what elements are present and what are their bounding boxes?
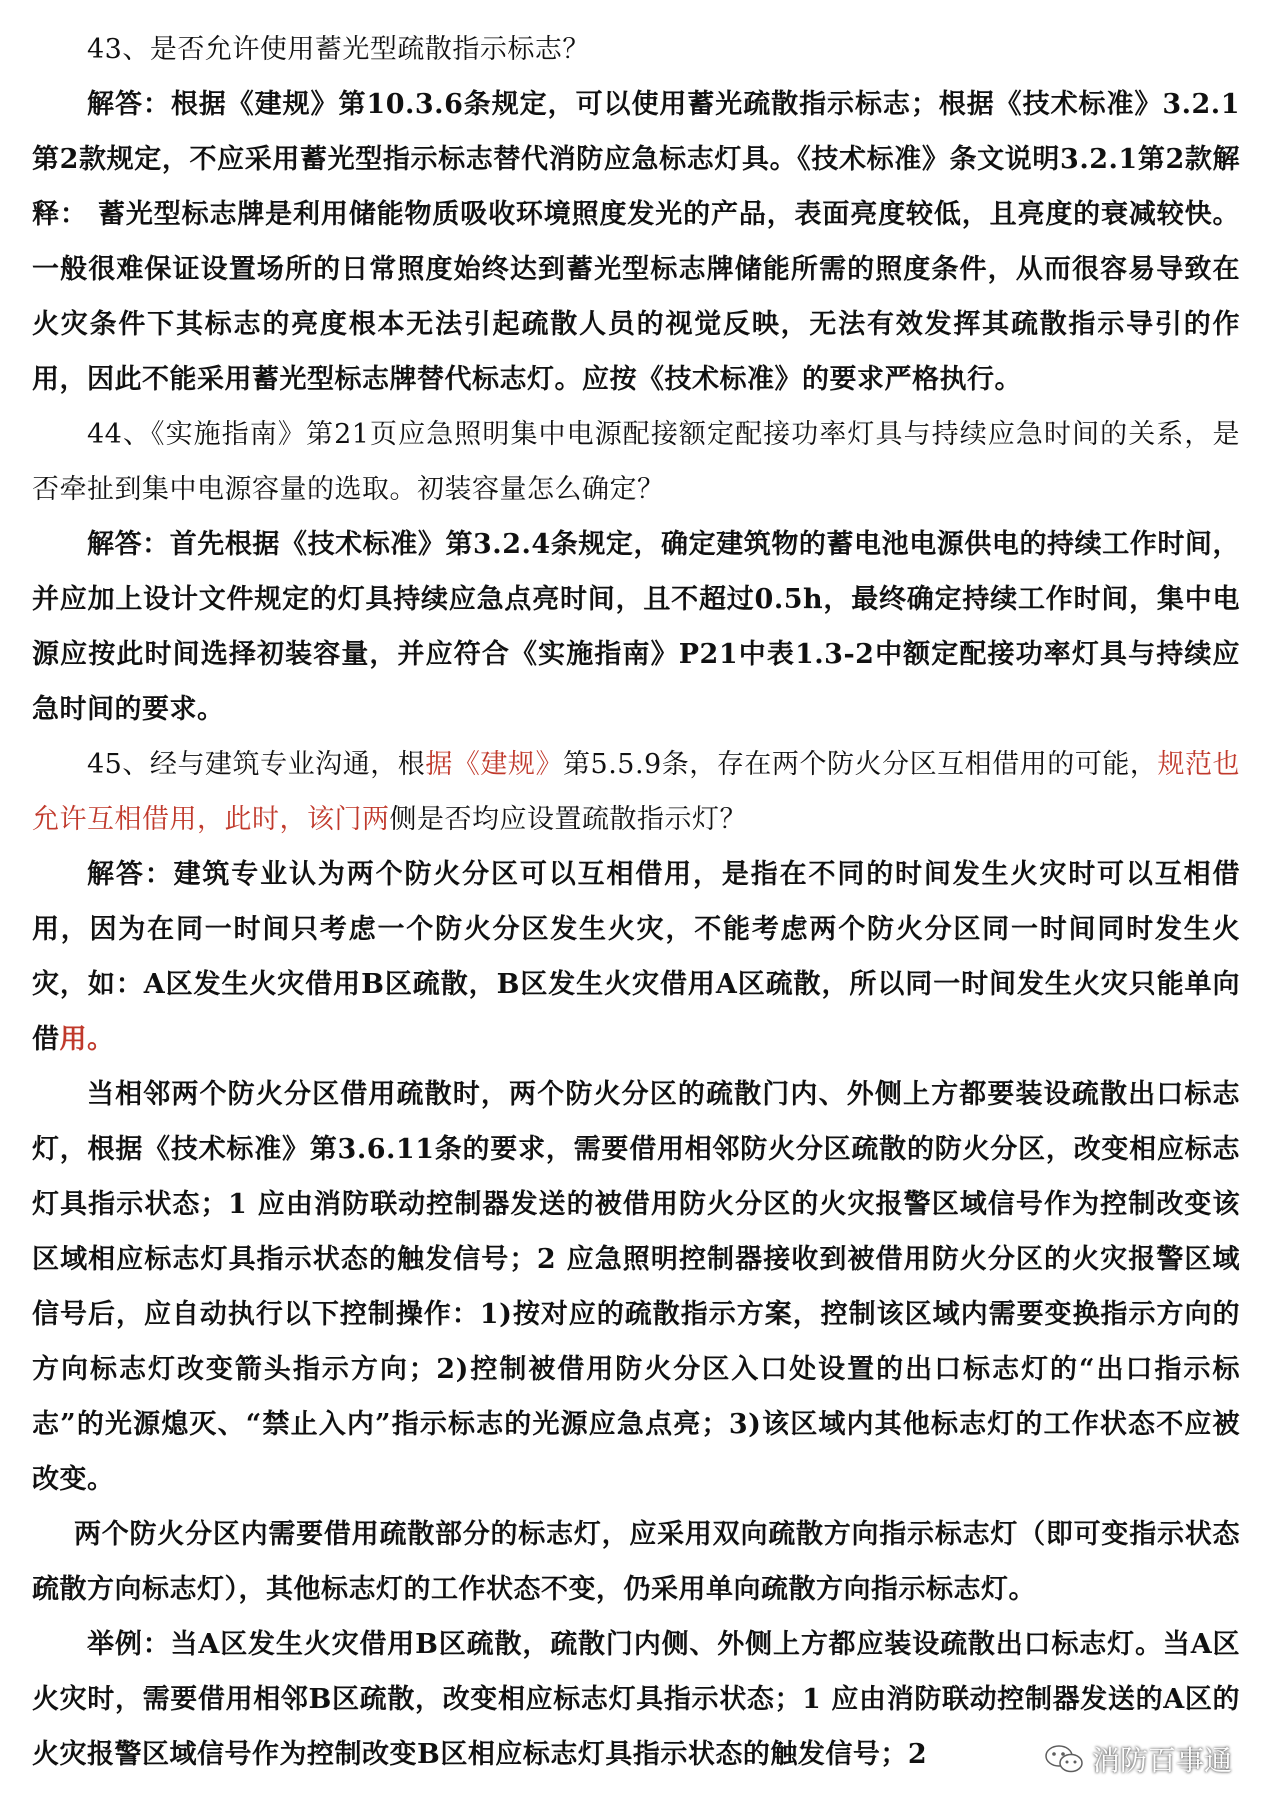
question-45-part1: 45、经与建筑专业沟通，根 (87, 749, 426, 780)
answer-43: 解答：根据《建规》第10.3.6条规定，可以使用蓄光疏散指示标志；根据《技术标准》3.2.1第2款规定，不应采用蓄光型指示标志替代消防应急标志灯具。《技术标准》条文说明3.2.1第2款解释： 蓄光型标志牌是利用储能物质吸收环境照度发光的产品，表面亮度较低，且亮度的衰减较快。一般很难保证设置场所的日常照度始终达到蓄光型标志牌储能所需的照度条件，从而很容易导致在火灾条件下其标志的亮度根本无法引起疏散人员的视觉反映，无法有效发挥其疏散指示导引的作用，因此不能采用蓄光型标志牌替代标志灯。应按《技术标准》的要求严格执行。 (32, 89, 1240, 395)
watermark-text: 消防百事通 (1091, 1744, 1232, 1777)
answer-45-part1: 解答：建筑专业认为两个防火分区可以互相借用，是指在不同的时间发生火灾时可以互相借用，因为在同一时间只考虑一个防火分区发生火灾，不能考虑两个防火分区同一时间同时发生火灾，如：A区发生火灾借用B区疏散，B区发生火灾借用A区疏散，所以同一时间发生火灾只能单向借 (32, 859, 1240, 1055)
question-43: 43、是否允许使用蓄光型疏散指示标志？ (87, 34, 590, 65)
question-45-part5: 侧是否均应设置疏散指示灯？ (389, 804, 747, 835)
question-45 (32, 737, 1240, 847)
question-44: 44、《实施指南》第21页应急照明集中电源配接额定配接功率灯具与持续应急时间的关系，是否牵扯到集中电源容量的选取。初装容量怎么确定？ (32, 419, 1240, 505)
paragraph-adjacent-zones: 当相邻两个防火分区借用疏散时，两个防火分区的疏散门内、外侧上方都要装设疏散出口标志灯，根据《技术标准》第3.6.11条的要求，需要借用相邻防火分区疏散的防火分区，改变相应标志灯具指示状态；1 应由消防联动控制器发送的被借用防火分区的火灾报警区域信号作为控制改变该区域相应标志灯具指示状态的触发信号；2 应急照明控制器接收到被借用防火分区的火灾报警区域信号后，应自动执行以下控制操作：1)按对应的疏散指示方案，控制该区域内需要变换指示方向的方向标志灯改变箭头指示方向；2)控制被借用防火分区入口处设置的出口标志灯的“出口指示标志”的光源熄灭、“禁止入内”指示标志的光源应急点亮；3)该区域内其他标志灯的工作状态不应被改变。 (32, 1079, 1240, 1495)
paragraph-two-zones: 两个防火分区内需要借用疏散部分的标志灯，应采用双向疏散方向指示标志灯（即可变指示状态疏散方向标志灯），其他标志灯的工作状态不变，仍采用单向疏散方向指示标志灯。 (32, 1519, 1240, 1605)
paragraph-example: 举例：当A区发生火灾借用B区疏散，疏散门内侧、外侧上方都应装设疏散出口标志灯。当A区火灾时，需要借用相邻B区疏散，改变相应标志灯具指示状态；1 应由消防联动控制器发送的A区的火灾报警区域信号作为控制改变B区相应标志灯具指示状态的触发信号；2 (32, 1629, 1240, 1770)
question-45-part2: 据《建规》 (425, 749, 563, 780)
wechat-icon (1044, 1744, 1084, 1774)
answer-44: 解答：首先根据《技术标准》第3.2.4条规定，确定建筑物的蓄电池电源供电的持续工作时间，并应加上设计文件规定的灯具持续应急点亮时间，且不超过0.5h，最终确定持续工作时间，集中电源应按此时间选择初装容量，并应符合《实施指南》P21中表1.3-2中额定配接功率灯具与持续应急时间的要求。 (32, 529, 1240, 725)
answer-45-part2: 用。 (59, 1024, 115, 1055)
answer-45 (32, 847, 1240, 1067)
question-45-part3: 第5.5.9条，存在两个防火分区互相借用的可能， (563, 749, 1158, 780)
watermark (1044, 1739, 1232, 1779)
question-45-highlight: 规范也允许互相借用，此时，该门两 (32, 749, 1241, 835)
